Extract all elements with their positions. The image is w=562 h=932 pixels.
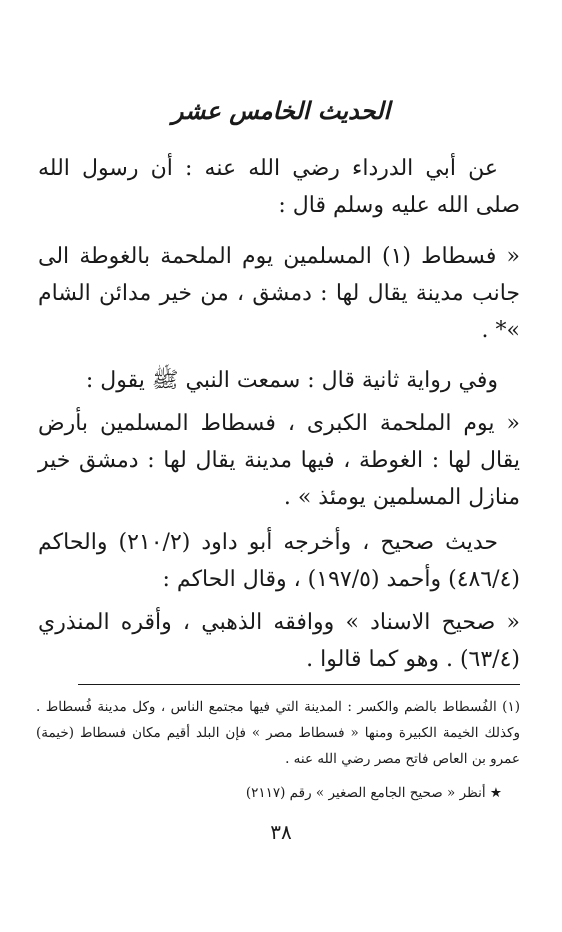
grading-paragraph: حديث صحيح ، وأخرجه أبو داود (٢١٠/٢) والحاكم (٤٨٦/٤) وأحمد (١٩٧/٥) ، وقال الحاكم : [38,530,520,592]
hadith-text-paragraph: « فسطاط (١) المسلمين يوم الملحمة بالغوطة الى جانب مدينة يقال لها : دمشق ، من خير مدائن الشام »* . [38,244,520,343]
footnote-reference: ★ أنظر « صحيح الجامع الصغير » رقم (٢١١٧) [245,785,502,801]
grading-continuation-paragraph: « صحيح الاسناد » ووافقه الذهبي ، وأقره المنذري (٦٣/٤) . وهو كما قالوا . [38,610,520,672]
footnote-divider [78,684,520,685]
page-number: ٣٨ [270,820,292,844]
footnote-1: (١) الفُسطاط بالضم والكسر : المدينة التي فيها مجتمع الناس ، وكل مدينة فُسطاط . وكذلك الخيمة الكبيرة ومنها « فسطاط مصر » فإن البلد أقيم مكان فسطاط (خيمة) عمرو بن العاص فاتح مصر رضي الله عنه . [36,699,520,767]
chapter-title: الحديث الخامس عشر [171,96,391,125]
second-narration-text: « يوم الملحمة الكبرى ، فسطاط المسلمين بأرض يقال لها : الغوطة ، فيها مدينة يقال لها : دمشق خير منازل المسلمين يومئذ » . [38,411,520,510]
second-narration-intro: وفي رواية ثانية قال : سمعت النبي ﷺ يقول : [85,368,498,393]
hadith-intro-paragraph: عن أبي الدرداء رضي الله عنه : أن رسول الله صلى الله عليه وسلم قال : [38,156,520,218]
